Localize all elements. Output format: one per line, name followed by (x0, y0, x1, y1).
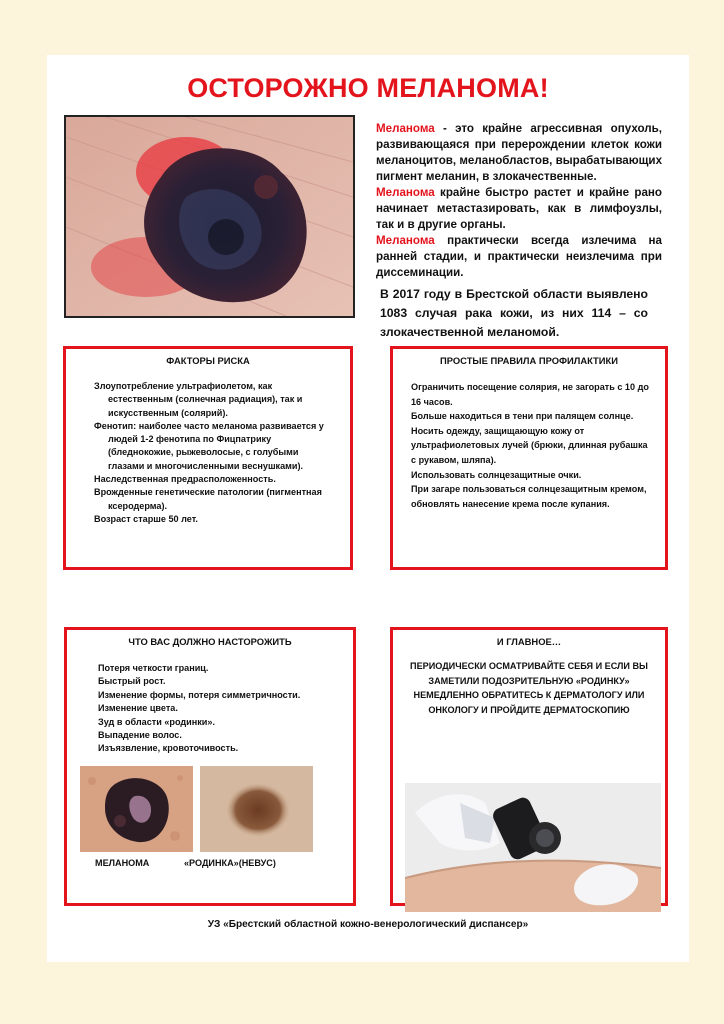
term-melanoma: Меланома (376, 186, 435, 199)
list-item: Изъязвление, кровоточивость. (98, 743, 239, 754)
nevus-caption: «РОДИНКА»(НЕВУС) (184, 858, 276, 868)
list-item: Использовать солнцезащитные очки. (411, 469, 582, 480)
melanoma-caption: МЕЛАНОМА (95, 858, 150, 868)
poster-title: ОСТОРОЖНО МЕЛАНОМА! (187, 73, 549, 103)
list-item: Наследственная предрасположенность. (94, 474, 276, 485)
list-item: Изменение цвета. (98, 703, 178, 714)
list-item: Ограничить посещение солярия, не загорать с 10 до 16 часов. (411, 382, 649, 407)
term-melanoma: Меланома (376, 122, 435, 135)
main-advice-title: И ГЛАВНОЕ… (496, 636, 562, 647)
intro-paragraph-3: Меланома практически всегда излечима на ранней стадии, и практически неизлечима при диссеминации. (376, 234, 662, 279)
risk-factors-box (63, 346, 353, 570)
list-item: Фенотип: наиболее часто меланома развивается у людей 1-2 фенотипа по Фицпатрику (бледнокожие, рыжеволосые, с голубыми глазами и многочисленными веснушками). (94, 420, 324, 471)
intro-text (376, 121, 662, 281)
list-item: Злоупотребление ультрафиолетом, как естественным (солнечная радиация), так и искусственным (солярий). (94, 381, 303, 418)
warning-signs-box (64, 627, 356, 906)
list-item: Выпадение волос. (98, 730, 182, 741)
melanoma-photo (80, 766, 193, 852)
list-item: Потеря четкости границ. (98, 663, 209, 673)
melanoma-closeup-photo (64, 115, 355, 318)
dermatoscopy-photo (405, 783, 661, 912)
prevention-title: ПРОСТЫЕ ПРАВИЛА ПРОФИЛАКТИКИ (440, 355, 618, 366)
statistics-text: В 2017 году в Брестской области выявлено 1083 случая рака кожи, из них 114 – со злокачественной меланомой. (380, 287, 648, 339)
nevus-photo (200, 766, 313, 852)
prevention-box (390, 346, 668, 570)
poster-page (47, 55, 689, 962)
intro-paragraph-1: Меланома - это крайне агрессивная опухоль, развивающаяся при перерождении клеток кожи меланоцитов, меланобластов, вырабатывающих пигмент меланин, в злокачественные. (376, 122, 663, 183)
list-item: Носить одежду, защищающую кожу от ультрафиолетовых лучей (брюки, длинная рубашка с рукавом, шляпа). (411, 425, 648, 465)
list-item: Изменение формы, потеря симметричности. (98, 689, 301, 700)
list-item: Зуд в области «родинки». (98, 716, 215, 727)
risk-factors-title: ФАКТОРЫ РИСКА (166, 355, 250, 366)
list-item: Врожденные генетические патологии (пигментная ксеродерма). (94, 487, 322, 511)
main-advice-text: ПЕРИОДИЧЕСКИ ОСМАТРИВАЙТЕ СЕБЯ И ЕСЛИ ВЫ ЗАМЕТИЛИ ПОДОЗРИТЕЛЬНУЮ «РОДИНКУ» НЕМЕДЛЕННО ОБРАТИТЕСЬ К ДЕРМАТОЛОГУ ИЛИ ОНКОЛОГУ И ПРОЙДИТЕ ДЕРМАТОСКОПИЮ (410, 661, 648, 715)
footer-organization: УЗ «Брестский областной кожно-венерологический диспансер» (207, 919, 529, 930)
intro-paragraph-2: Меланома крайне быстро растет и крайне рано начинает метастазировать, как в лимфоузлы, так и в другие органы. (376, 186, 662, 231)
list-item: Возраст старше 50 лет. (94, 513, 198, 524)
warning-signs-title: ЧТО ВАС ДОЛЖНО НАСТОРОЖИТЬ (128, 636, 292, 647)
list-item: Больше находиться в тени при палящем солнце. (411, 411, 634, 422)
list-item: При загаре пользоваться солнцезащитным кремом, обновлять нанесение крема после купания. (411, 484, 647, 509)
main-advice-box (390, 627, 668, 906)
list-item: Быстрый рост. (98, 676, 166, 687)
term-melanoma: Меланома (376, 234, 435, 247)
